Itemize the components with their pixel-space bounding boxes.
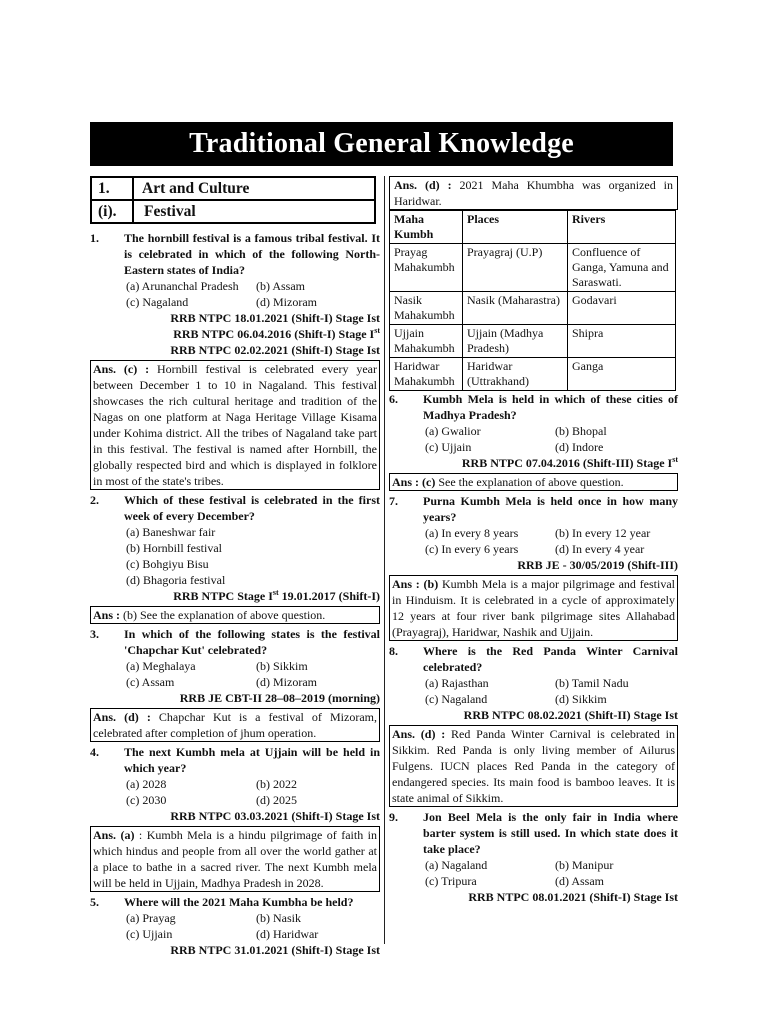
option-c: (c) Tripura [425, 874, 477, 888]
question-5 [90, 894, 380, 958]
question-number: 5. [90, 895, 99, 909]
answer-label: Ans. (d) : [392, 727, 446, 741]
option-d: (d) Indore [555, 440, 604, 454]
exam-source: RRB JE - 30/05/2019 (Shift-III) [517, 558, 678, 572]
answer-text: : Kumbh Mela is a hindu pilgrimage of faith in which hindus and people from all over the world gather at a place to bathe in a sacred river. The next Kumbh mela will be held in Ujjain, Madhya Pradesh in 2028. [93, 828, 377, 890]
table-row [390, 358, 676, 391]
section-heading [90, 176, 376, 224]
options [389, 525, 678, 557]
subsection-number: (i). [92, 201, 134, 222]
exam-source: RRB NTPC 31.01.2021 (Shift-I) Stage Ist [170, 943, 380, 957]
answer-label: Ans : [93, 608, 121, 622]
option-d: (d) Assam [555, 874, 604, 888]
exam-source: RRB NTPC Stage Ist 19.01.2017 (Shift-I) [173, 588, 380, 603]
options [90, 658, 380, 690]
table-header: Maha Kumbh [390, 211, 463, 244]
option-b: (b) Tamil Nadu [555, 676, 629, 690]
table-cell: Prayagraj (U.P) [463, 244, 568, 292]
option-a: (a) Rajasthan [425, 676, 489, 690]
option-c: (c) In every 6 years [425, 542, 519, 556]
subsection-label: Festival [144, 202, 196, 220]
table-cell: Ujjain (Madhya Pradesh) [463, 325, 568, 358]
answer-text: Hornbill festival is celebrated every year between December 1 to 10 in Nagaland. This festival showcases the rich cultural heritage and tradition of the Nagas on one platform at Naga Heritage Village Kisama under Kohima district. All the tribes of Nagaland take part in this festival. The festival is named after Hornbill, the globally respected bird and which is displayed in folklore in most of the state's tribes. [93, 362, 377, 488]
question-text: Purna Kumbh Mela is held once in how many years? [423, 494, 678, 524]
answer-label: Ans : (c) [392, 475, 436, 489]
left-column [90, 176, 380, 958]
options [90, 910, 380, 942]
option-b: (b) Manipur [555, 858, 614, 872]
question-6 [389, 391, 678, 491]
question-number: 4. [90, 745, 99, 759]
option-a: (a) Arunanchal Pradesh [126, 279, 239, 293]
question-number: 1. [90, 231, 99, 245]
options [90, 524, 380, 588]
options [389, 423, 678, 455]
answer-label: Ans. (d) : [394, 178, 452, 192]
answer-label: Ans. (d) : [93, 710, 151, 724]
table-cell: Haridwar (Uttrakhand) [463, 358, 568, 391]
exam-source: RRB NTPC 07.04.2016 (Shift-III) Stage Ist [461, 455, 678, 470]
answer-text: (b) See the explanation of above question. [120, 608, 326, 622]
answer-label: Ans. (a) [93, 828, 135, 842]
section-row-festival [92, 199, 374, 222]
option-d: (d) Mizoram [256, 295, 317, 309]
option-d: (d) Mizoram [256, 675, 317, 689]
table-row [390, 292, 676, 325]
table-cell: Ujjain Mahakumbh [390, 325, 463, 358]
option-c: (c) Ujjain [126, 927, 173, 941]
question-text: Where is the Red Panda Winter Carnival celebrated? [423, 644, 678, 674]
question-7 [389, 493, 678, 641]
table-cell: Nasik Mahakumbh [390, 292, 463, 325]
option-d: (d) Sikkim [555, 692, 607, 706]
answer-label: Ans. (c) : [93, 362, 150, 376]
table-cell: Godavari [568, 292, 676, 325]
question-text: Where will the 2021 Maha Kumbha be held? [124, 895, 354, 909]
option-a: (a) In every 8 years [425, 526, 519, 540]
kumbh-table [389, 210, 676, 391]
option-a: (a) Prayag [126, 911, 176, 925]
option-c: (c) Ujjain [425, 440, 472, 454]
answer-text: 2021 Maha Khumbha was organized in Haridwar. [394, 178, 673, 208]
option-b: (b) In every 12 year [555, 526, 651, 540]
table-cell: Shipra [568, 325, 676, 358]
option-a: (a) Baneshwar fair [126, 525, 216, 539]
question-text: Kumbh Mela is held in which of these cities of Madhya Pradesh? [423, 392, 678, 422]
table-cell: Nasik (Maharastra) [463, 292, 568, 325]
table-header: Places [463, 211, 568, 244]
answer-text: Chapchar Kut is a festival of Mizoram, celebrated after completion of jhum operation. [93, 710, 377, 740]
question-text: Which of these festival is celebrated in the first week of every December? [124, 493, 380, 523]
section-label: Art and Culture [142, 179, 250, 197]
question-number: 3. [90, 627, 99, 641]
column-divider [384, 176, 385, 944]
option-b: (b) Assam [256, 279, 305, 293]
exam-source: RRB NTPC 06.04.2016 (Shift-I) Stage Ist [173, 326, 380, 341]
question-text: The next Kumbh mela at Ujjain will be held in which year? [124, 745, 380, 775]
question-1 [90, 230, 380, 490]
exam-source: RRB NTPC 08.01.2021 (Shift-I) Stage Ist [468, 890, 678, 904]
answer-box [389, 176, 678, 210]
table-cell: Haridwar Mahakumbh [390, 358, 463, 391]
answer-box [90, 708, 380, 742]
answer-box [389, 725, 678, 807]
options [90, 776, 380, 808]
table-cell: Prayag Mahakumbh [390, 244, 463, 292]
answer-box [389, 473, 678, 491]
answer-text: See the explanation of above question. [435, 475, 624, 489]
answer-text: Red Panda Winter Carnival is celebrated in Sikkim. Red Panda is only living member of Ailurus Fulgens. IUCN places Red Panda in the category of endangered species. Its main food is bamboo leaves. It is state animal of Sikkim. [392, 727, 675, 805]
exam-source: RRB NTPC 18.01.2021 (Shift-I) Stage Ist [170, 311, 380, 325]
answer-box [90, 826, 380, 892]
page-title: Traditional General Knowledge [90, 122, 673, 166]
question-number: 2. [90, 493, 99, 507]
option-c: (c) Assam [126, 675, 175, 689]
exam-source: RRB JE CBT-II 28–08–2019 (morning) [179, 691, 380, 705]
question-number: 8. [389, 644, 398, 658]
option-a: (a) Nagaland [425, 858, 488, 872]
question-text: Jon Beel Mela is the only fair in India where barter system is still used. In which state does it take place? [423, 810, 678, 856]
table-header-row [390, 211, 676, 244]
options [90, 278, 380, 310]
option-d: (d) In every 4 year [555, 542, 645, 556]
options [389, 857, 678, 889]
option-c: (c) Bohgiyu Bisu [126, 557, 209, 571]
option-c: (c) Nagaland [425, 692, 488, 706]
options [389, 675, 678, 707]
question-text: The hornbill festival is a famous tribal festival. It is celebrated in which of the following North-Eastern states of India? [124, 231, 380, 277]
table-row [390, 325, 676, 358]
section-number: 1. [92, 178, 134, 199]
option-b: (b) Nasik [256, 911, 301, 925]
question-number: 9. [389, 810, 398, 824]
option-a: (a) Gwalior [425, 424, 481, 438]
section-row-art [92, 178, 374, 199]
option-a: (a) 2028 [126, 777, 167, 791]
exam-source: RRB NTPC 08.02.2021 (Shift-II) Stage Ist [463, 708, 678, 722]
answer-box [389, 575, 678, 641]
option-d: (d) Haridwar [256, 927, 319, 941]
option-b: (b) Sikkim [256, 659, 308, 673]
option-a: (a) Meghalaya [126, 659, 196, 673]
option-b: (b) Bhopal [555, 424, 607, 438]
answer-box [90, 360, 380, 490]
table-header: Rivers [568, 211, 676, 244]
answer-text: Kumbh Mela is a major pilgrimage and festival in Hinduism. It is celebrated in a cycle of approximately 12 years at four river bank pilgrimage sites Allahabad (Prayagraj), Haridwar, Nashik and Ujjain. [392, 577, 676, 639]
exam-source: RRB NTPC 02.02.2021 (Shift-I) Stage Ist [170, 343, 380, 357]
question-8 [389, 643, 678, 807]
question-3 [90, 626, 380, 742]
option-c: (c) Nagaland [126, 295, 189, 309]
option-d: (d) 2025 [256, 793, 297, 807]
table-cell: Ganga [568, 358, 676, 391]
option-d: (d) Bhagoria festival [126, 573, 226, 587]
question-number: 7. [389, 494, 398, 508]
table-row [390, 244, 676, 292]
table-cell: Confluence of Ganga, Yamuna and Saraswati. [568, 244, 676, 292]
right-column [389, 176, 678, 905]
question-text: In which of the following states is the festival 'Chapchar Kut' celebrated? [124, 627, 380, 657]
answer-box [90, 606, 380, 624]
question-4 [90, 744, 380, 892]
option-b: (b) 2022 [256, 777, 297, 791]
exam-source: RRB NTPC 03.03.2021 (Shift-I) Stage Ist [170, 809, 380, 823]
answer-label: Ans : (b) [392, 577, 439, 591]
option-b: (b) Hornbill festival [126, 541, 222, 555]
question-number: 6. [389, 392, 398, 406]
question-2 [90, 492, 380, 624]
option-c: (c) 2030 [126, 793, 167, 807]
question-9 [389, 809, 678, 905]
